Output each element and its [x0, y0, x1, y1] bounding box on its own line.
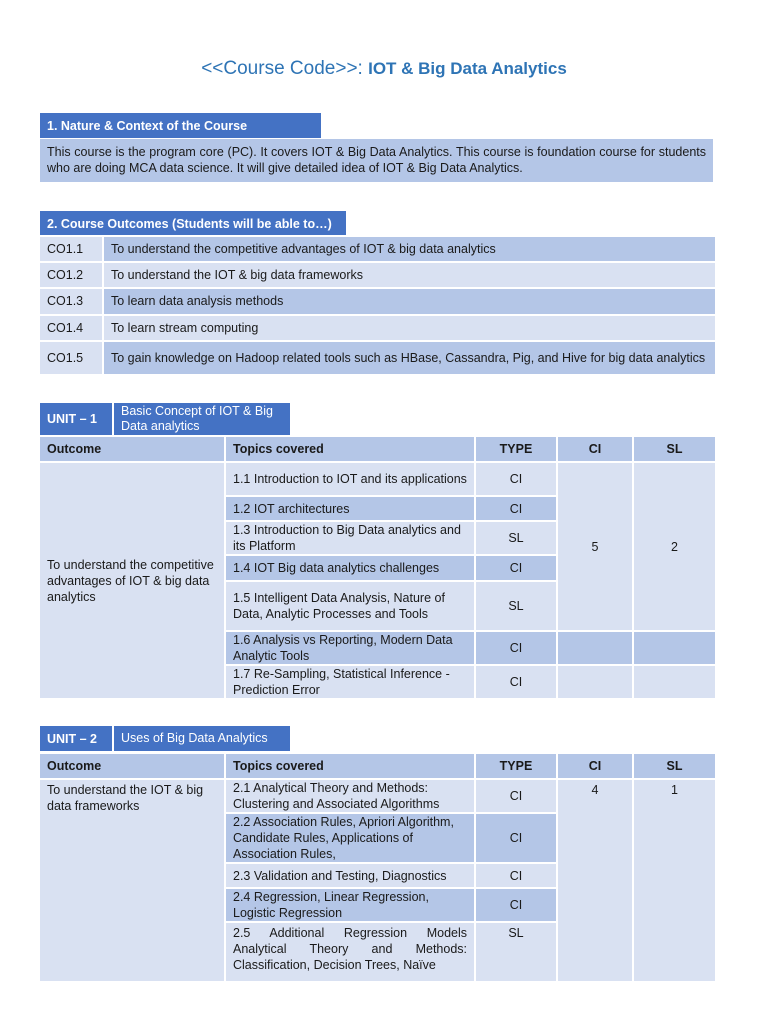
co-code: CO1.5	[39, 341, 103, 375]
co-text: To learn stream computing	[103, 315, 716, 341]
unit2-outcome: To understand the IOT & big data frameworks	[39, 779, 225, 982]
unit2-heading	[40, 726, 290, 751]
topic: 1.1 Introduction to IOT and its applications	[225, 462, 475, 496]
unit1-sl: 2	[633, 462, 716, 631]
course-name: IOT & Big Data Analytics	[368, 59, 567, 78]
col-outcome: Outcome	[39, 753, 225, 779]
topic-type: SL	[475, 521, 557, 555]
table-row	[39, 462, 716, 496]
unit2-title: Uses of Big Data Analytics	[114, 726, 290, 751]
topic-type: CI	[475, 665, 557, 699]
table-row	[39, 315, 716, 341]
table-header-row	[39, 753, 716, 779]
topic-type: CI	[475, 779, 557, 813]
unit2-label: UNIT – 2	[40, 726, 114, 751]
unit2-table	[38, 752, 717, 983]
unit2-ci: 4	[557, 779, 633, 982]
topic-type: CI	[475, 888, 557, 922]
topic-type: SL	[475, 581, 557, 631]
unit2-sl: 1	[633, 779, 716, 982]
col-sl: SL	[633, 753, 716, 779]
topic-type: CI	[475, 555, 557, 581]
unit1-title: Basic Concept of IOT & Big Data analytics	[114, 403, 290, 435]
co-text: To understand the competitive advantages of IOT & big data analytics	[103, 236, 716, 262]
co-text: To understand the IOT & big data frameworks	[103, 262, 716, 288]
topic: 1.5 Intelligent Data Analysis, Nature of Data, Analytic Processes and Tools	[225, 581, 475, 631]
co-code: CO1.2	[39, 262, 103, 288]
topic: 2.5 Additional Regression Models Analytical Theory and Methods: Classification, Decision Trees, Naïve	[225, 922, 475, 982]
topic-type: CI	[475, 813, 557, 863]
col-ci: CI	[557, 436, 633, 462]
co-text: To gain knowledge on Hadoop related tools such as HBase, Cassandra, Pig, and Hive for big data analytics	[103, 341, 716, 375]
topic: 1.3 Introduction to Big Data analytics and its Platform	[225, 521, 475, 555]
topic: 1.2 IOT architectures	[225, 496, 475, 521]
col-topics: Topics covered	[225, 436, 475, 462]
topic-type: SL	[475, 922, 557, 982]
table-header-row	[39, 436, 716, 462]
unit1-ci: 5	[557, 462, 633, 631]
topic: 2.2 Association Rules, Apriori Algorithm, Candidate Rules, Applications of Association Rules,	[225, 813, 475, 863]
topic: 2.1 Analytical Theory and Methods: Clustering and Associated Algorithms	[225, 779, 475, 813]
col-outcome: Outcome	[39, 436, 225, 462]
topic: 1.6 Analysis vs Reporting, Modern Data Analytic Tools	[225, 631, 475, 665]
empty-cell	[633, 631, 716, 665]
topic-type: CI	[475, 496, 557, 521]
nature-text: This course is the program core (PC). It covers IOT & Big Data Analytics. This course is foundation course for students who are doing MCA data science. It will give detailed idea of IOT & Big Data Analytics.	[40, 139, 713, 182]
col-sl: SL	[633, 436, 716, 462]
topic: 1.7 Re-Sampling, Statistical Inference - Prediction Error	[225, 665, 475, 699]
topic-type: CI	[475, 462, 557, 496]
topic: 2.3 Validation and Testing, Diagnostics	[225, 863, 475, 888]
nature-heading: 1. Nature & Context of the Course	[40, 113, 321, 138]
table-row	[39, 236, 716, 262]
topic: 1.4 IOT Big data analytics challenges	[225, 555, 475, 581]
course-code: <<Course Code>>:	[201, 58, 369, 79]
topic: 2.4 Regression, Linear Regression, Logistic Regression	[225, 888, 475, 922]
col-type: TYPE	[475, 753, 557, 779]
table-row	[39, 341, 716, 375]
topic-type: CI	[475, 631, 557, 665]
topic-type: CI	[475, 863, 557, 888]
empty-cell	[557, 631, 633, 665]
unit1-table	[38, 435, 717, 700]
unit1-heading	[40, 403, 290, 435]
unit1-label: UNIT – 1	[40, 403, 114, 435]
empty-cell	[557, 665, 633, 699]
col-topics: Topics covered	[225, 753, 475, 779]
page-title	[0, 58, 768, 80]
outcomes-table	[38, 235, 717, 376]
col-type: TYPE	[475, 436, 557, 462]
table-row	[39, 288, 716, 315]
outcomes-heading: 2. Course Outcomes (Students will be able to…)	[40, 211, 346, 236]
co-code: CO1.3	[39, 288, 103, 315]
table-row	[39, 779, 716, 813]
co-code: CO1.1	[39, 236, 103, 262]
table-row	[39, 262, 716, 288]
col-ci: CI	[557, 753, 633, 779]
unit1-outcome: To understand the competitive advantages of IOT & big data analytics	[39, 462, 225, 699]
empty-cell	[633, 665, 716, 699]
co-code: CO1.4	[39, 315, 103, 341]
co-text: To learn data analysis methods	[103, 288, 716, 315]
